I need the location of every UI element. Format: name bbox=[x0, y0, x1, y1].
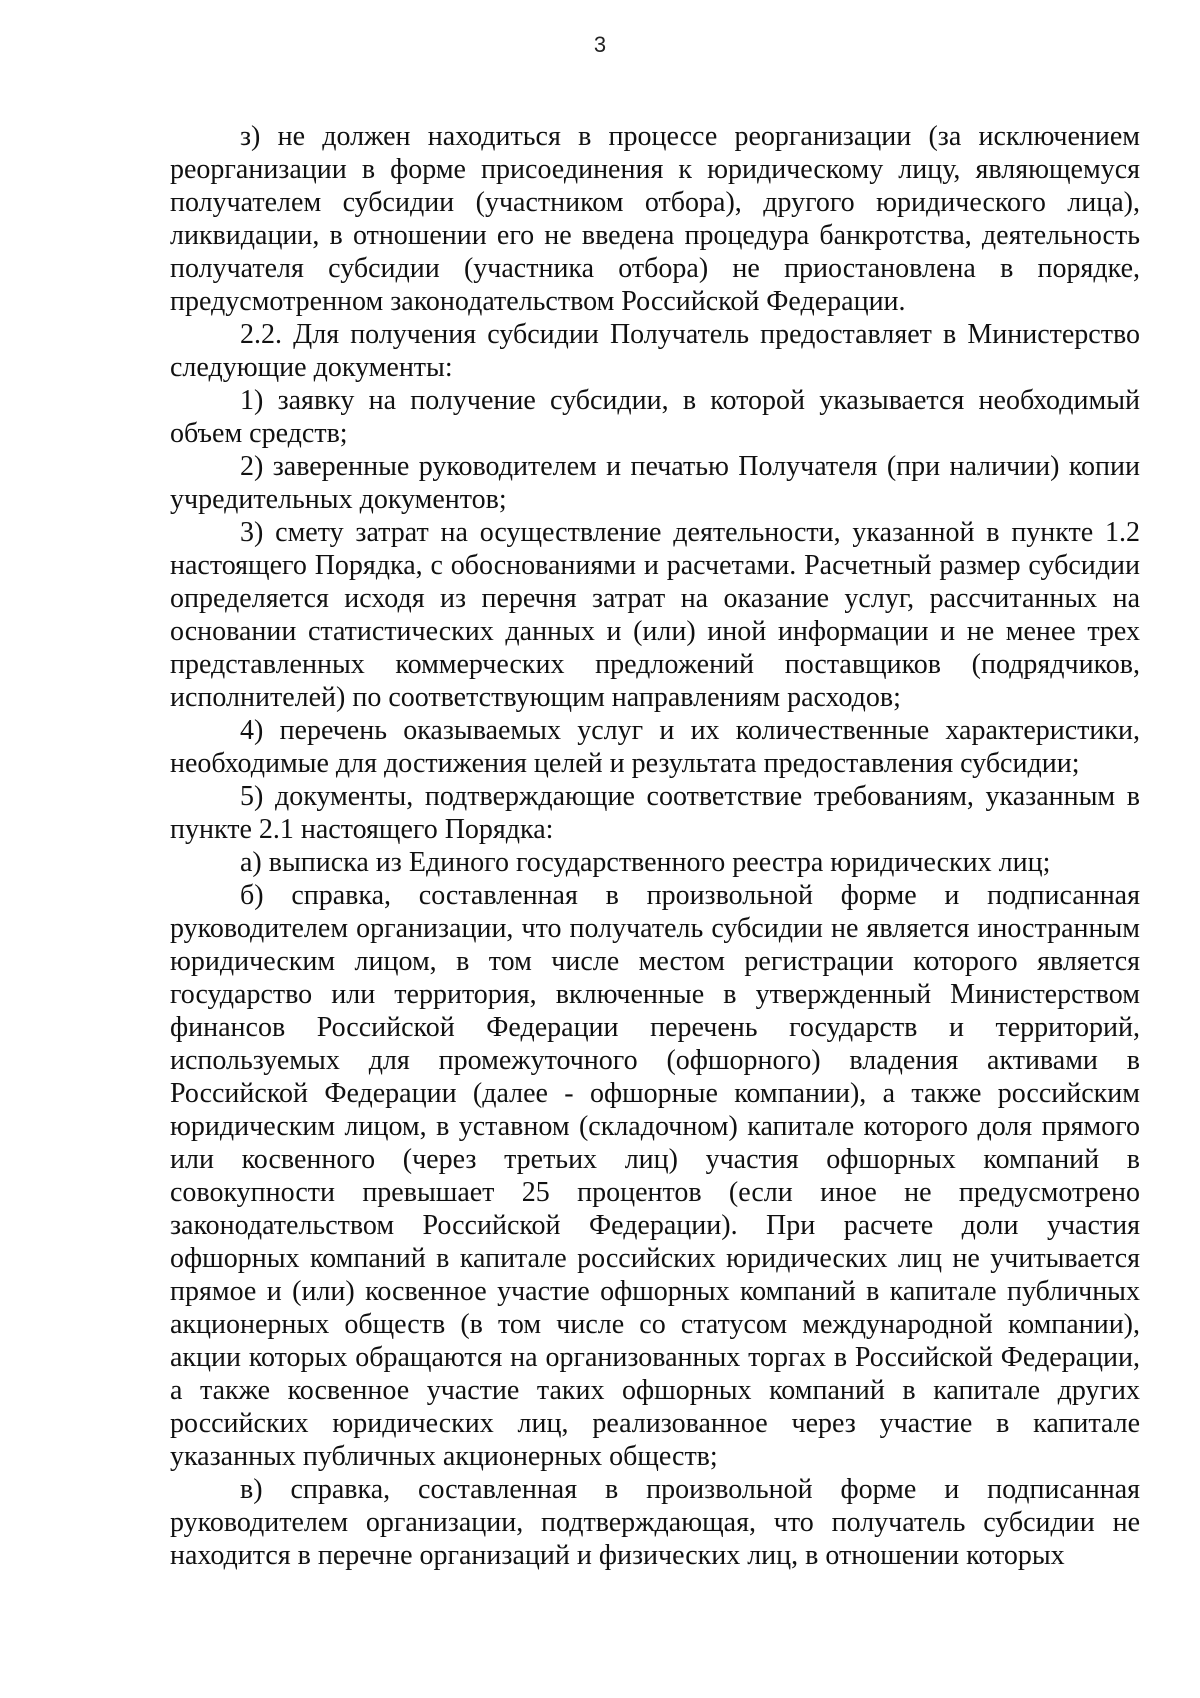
paragraph-2-2-documents: 2.2. Для получения субсидии Получатель предоставляет в Министерство следующие документы: bbox=[170, 319, 1140, 383]
paragraph-z-requirement: з) не должен находиться в процессе реорганизации (за исключением реорганизации в форме присоединения к юридическому лицу, являющемуся получателем субсидии (участником отбора), другого юридического лица), ликвидации, в отношении его не введена процедура банкротства, деятельность получателя субсидии (участника отбора) не приостановлена в порядке, предусмотренном законодательством Российской Федерации. bbox=[170, 121, 1140, 317]
page-number: 3 bbox=[593, 32, 607, 57]
list-item-4-services-list: 4) перечень оказываемых услуг и их количественные характеристики, необходимые для достижения целей и результата предоставления субсидии; bbox=[170, 715, 1140, 779]
list-item-3-cost-estimate: 3) смету затрат на осуществление деятельности, указанной в пункте 1.2 настоящего Порядка, с обоснованиями и расчетами. Расчетный размер субсидии определяется исходя из перечня затрат на оказание услуг, рассчитанных на основании статистических данных и (или) иной информации и не менее трех представленных коммерческих предложений поставщиков (подрядчиков, исполнителей) по соответствующим направлениям расходов; bbox=[170, 517, 1140, 713]
sub-item-b-offshore-certificate: б) справка, составленная в произвольной форме и подписанная руководителем организации, что получатель субсидии не является иностранным юридическим лицом, в том числе местом регистрации которого является государство или территория, включенные в утвержденный Министерством финансов Российской Федерации перечень государств и территорий, используемых для промежуточного (офшорного) владения активами в Российской Федерации (далее - офшорные компании), а также российским юридическим лицом, в уставном (складочном) капитале которого доля прямого или косвенного (через третьих лиц) участия офшорных компаний в совокупности превышает 25 процентов (если иное не предусмотрено законодательством Российской Федерации). При расчете доли участия офшорных компаний в капитале российских юридических лиц не учитывается прямое и (или) косвенное участие офшорных компаний в капитале публичных акционерных обществ (в том числе со статусом международной компании), акции которых обращаются на организованных торгах в Российской Федерации, а также косвенное участие таких офшорных компаний в капитале других российских юридических лиц, реализованное через участие в капитале указанных публичных акционерных обществ; bbox=[170, 880, 1140, 1472]
sub-item-a-registry-extract: а) выписка из Единого государственного реестра юридических лиц; bbox=[240, 847, 1051, 878]
list-item-1-application: 1) заявку на получение субсидии, в которой указывается необходимый объем средств; bbox=[170, 385, 1140, 449]
list-item-5-compliance-documents: 5) документы, подтверждающие соответствие требованиям, указанным в пункте 2.1 настоящего Порядка: bbox=[170, 781, 1140, 845]
list-item-2-founding-documents: 2) заверенные руководителем и печатью Получателя (при наличии) копии учредительных документов; bbox=[170, 451, 1140, 515]
sub-item-v-sanctions-certificate: в) справка, составленная в произвольной форме и подписанная руководителем организации, подтверждающая, что получатель субсидии не находится в перечне организаций и физических лиц, в отношении которых bbox=[170, 1474, 1140, 1571]
document-body bbox=[170, 120, 1140, 1572]
